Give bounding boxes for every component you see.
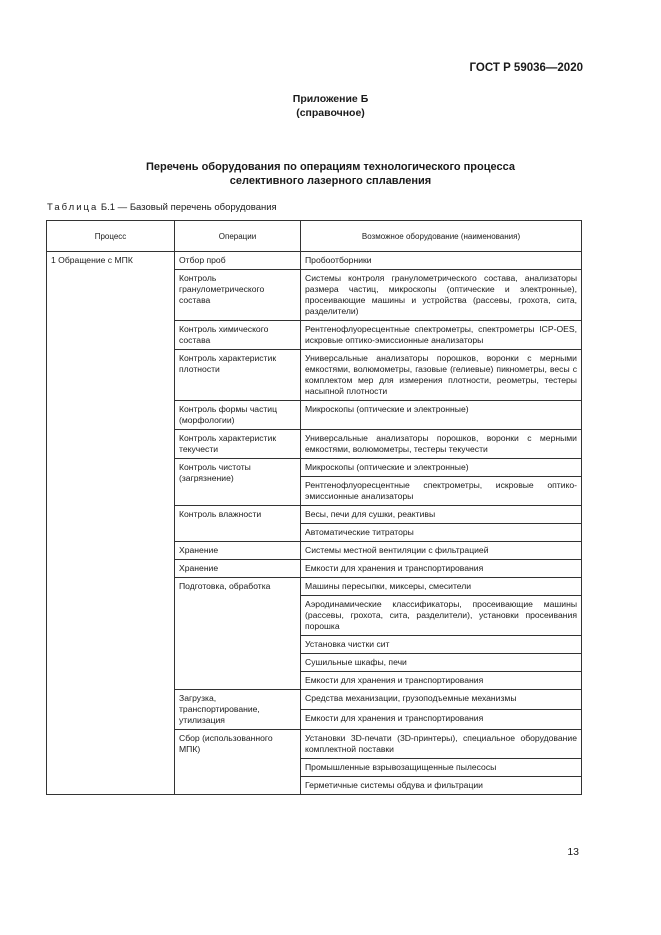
equipment-cell: Универсальные анализаторы порошков, воронки с мерными емкостями, волюмометры, тестеры текучести (301, 430, 582, 459)
equipment-cell: Установка чистки сит (301, 636, 582, 654)
equipment-cell: Емкости для хранения и транспортирования (301, 710, 582, 730)
equipment-cell: Герметичные системы обдува и фильтрации (301, 777, 582, 795)
equipment-cell: Емкости для хранения и транспортирования (301, 560, 582, 578)
column-header-operations: Операции (175, 221, 301, 252)
operation-cell: Хранение (175, 560, 301, 578)
table-header-row (47, 221, 582, 252)
equipment-cell: Системы контроля гранулометрического состава, анализаторы размера частиц, микроскопы (оптические и электронные), просеивающие машины и устройства (рассевы, грохота, сита, разделители) (301, 270, 582, 321)
equipment-cell: Средства механизации, грузоподъемные механизмы (301, 690, 582, 710)
column-header-process: Процесс (47, 221, 175, 252)
operation-cell: Контроль чистоты (загрязнение) (175, 459, 301, 506)
heading-line-1: Перечень оборудования по операциям технологического процесса (146, 161, 515, 173)
section-heading (0, 160, 661, 188)
equipment-cell: Системы местной вентиляции с фильтрацией (301, 542, 582, 560)
table-caption-prefix: Таблица (47, 202, 99, 213)
document-code: ГОСТ Р 59036—2020 (469, 62, 583, 74)
heading-line-2: селективного лазерного сплавления (229, 175, 432, 187)
operation-cell: Контроль формы частиц (морфологии) (175, 401, 301, 430)
equipment-cell: Промышленные взрывозащищенные пылесосы (301, 759, 582, 777)
annex-title: Приложение Б (292, 93, 369, 105)
operation-cell: Хранение (175, 542, 301, 560)
annex-subtitle: (справочное) (296, 107, 365, 119)
equipment-cell: Пробоотборники (301, 252, 582, 270)
equipment-cell: Рентгенофлуоресцентные спектрометры, искровые оптико-эмиссионные анализаторы (301, 477, 582, 506)
process-cell: 1 Обращение с МПК (47, 252, 175, 795)
operation-cell: Контроль гранулометрического состава (175, 270, 301, 321)
operation-cell: Отбор проб (175, 252, 301, 270)
equipment-cell: Аэродинамические классификаторы, просеивающие машины (рассевы, грохота, сита, разделители), установки просеивания порошка (301, 596, 582, 636)
operation-cell: Контроль химического состава (175, 321, 301, 350)
table-caption (47, 202, 277, 213)
equipment-table (46, 220, 582, 795)
equipment-cell: Автоматические титраторы (301, 524, 582, 542)
page-number: 13 (567, 846, 579, 858)
column-header-equipment: Возможное оборудование (наименования) (301, 221, 582, 252)
table-caption-text: Б.1 — Базовый перечень оборудования (100, 202, 277, 213)
equipment-cell: Микроскопы (оптические и электронные) (301, 459, 582, 477)
equipment-cell: Установки 3D-печати (3D-принтеры), специальное оборудование комплектной поставки (301, 730, 582, 759)
equipment-cell: Универсальные анализаторы порошков, воронки с мерными емкостями, волюмометры, газовые (гелиевые) пикнометры, весы с комплектом мер для измерения плотности, реометры, тестеры насыпной плотности (301, 350, 582, 401)
annex-block (0, 92, 661, 120)
operation-cell: Контроль влажности (175, 506, 301, 542)
equipment-cell: Весы, печи для сушки, реактивы (301, 506, 582, 524)
equipment-cell: Емкости для хранения и транспортирования (301, 672, 582, 690)
table-row (47, 252, 582, 270)
operation-cell: Контроль характеристик плотности (175, 350, 301, 401)
operation-cell: Загрузка, транспортирование, утилизация (175, 690, 301, 730)
operation-cell: Сбор (использованного МПК) (175, 730, 301, 795)
operation-cell: Контроль характеристик текучести (175, 430, 301, 459)
equipment-cell: Рентгенофлуоресцентные спектрометры, спектрометры ICP-OES, искровые оптико-эмиссионные анализаторы (301, 321, 582, 350)
equipment-cell: Машины пересыпки, миксеры, смесители (301, 578, 582, 596)
equipment-cell: Сушильные шкафы, печи (301, 654, 582, 672)
equipment-cell: Микроскопы (оптические и электронные) (301, 401, 582, 430)
operation-cell: Подготовка, обработка (175, 578, 301, 690)
